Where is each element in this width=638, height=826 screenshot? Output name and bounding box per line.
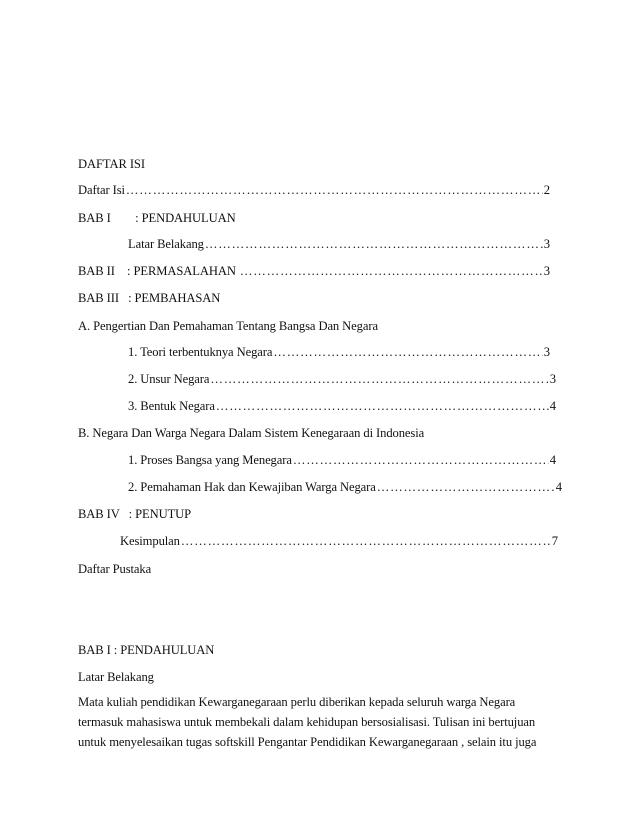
paragraph-line: Mata kuliah pendidikan Kewarganegaraan perlu diberikan kepada seluruh warga Negara	[78, 695, 516, 709]
toc-entry-hak-kewajiban[interactable]	[128, 479, 562, 495]
toc-entry-bab-3[interactable]: BAB III : PEMBAHASAN	[78, 291, 221, 305]
toc-entry-latar-belakang[interactable]	[128, 236, 550, 252]
dot-leader	[210, 371, 548, 387]
paragraph-line: termasuk mahasiswa untuk membekali dalam kehidupan bersosialisasi. Tulisan ini bertujuan	[78, 715, 536, 729]
toc-entry-daftar-pustaka[interactable]: Daftar Pustaka	[78, 562, 152, 576]
toc-entry-text: 3. Bentuk Negara	[128, 399, 215, 413]
dot-leader	[216, 398, 549, 414]
toc-entry-page: 4	[549, 399, 556, 413]
toc-entry-bab-4[interactable]: BAB IV : PENUTUP	[78, 507, 192, 521]
toc-entry-text: Latar Belakang	[128, 237, 204, 251]
toc-entry-page: 3	[543, 264, 550, 278]
toc-entry-page: 3	[543, 345, 550, 359]
toc-entry-unsur[interactable]	[128, 371, 556, 387]
toc-entry-page: 7	[551, 534, 558, 548]
toc-entry-page: 3	[549, 372, 556, 386]
dot-leader	[240, 263, 543, 279]
toc-entry-bab-2[interactable]	[78, 263, 550, 279]
toc-heading: DAFTAR ISI	[78, 157, 145, 171]
toc-entry-page: 4	[549, 453, 556, 467]
toc-entry-section-a[interactable]: A. Pengertian Dan Pemahaman Tentang Bangsa Dan Negara	[78, 319, 378, 333]
dot-leader	[126, 182, 543, 198]
dot-leader	[293, 452, 549, 468]
toc-entry-text: Daftar Isi	[78, 183, 125, 197]
dot-leader	[377, 479, 555, 495]
toc-entry-text: Kesimpulan	[120, 534, 180, 548]
toc-entry-page: 4	[555, 480, 562, 494]
toc-entry-bentuk[interactable]	[128, 398, 556, 414]
toc-entry-text: BAB II : PERMASALAHAN	[78, 264, 239, 278]
dot-leader	[205, 236, 543, 252]
toc-entry-text: 1. Teori terbentuknya Negara	[128, 345, 273, 359]
toc-entry-page: 3	[543, 237, 550, 251]
toc-entry-teori[interactable]	[128, 344, 550, 360]
toc-entry-page: 2	[543, 183, 550, 197]
toc-entry-bab-1[interactable]: BAB I : PENDAHULUAN	[78, 211, 236, 225]
toc-entry-text: 2. Pemahaman Hak dan Kewajiban Warga Negara	[128, 480, 376, 494]
toc-entry-text: 1. Proses Bangsa yang Menegara	[128, 453, 292, 467]
chapter-title: BAB I : PENDAHULUAN	[78, 643, 215, 657]
dot-leader	[181, 533, 551, 549]
section-heading: Latar Belakang	[78, 670, 154, 684]
toc-entry-daftar-isi[interactable]	[78, 182, 550, 198]
body-paragraph	[78, 692, 548, 752]
toc-entry-kesimpulan[interactable]	[120, 533, 558, 549]
paragraph-line: untuk menyelesaikan tugas softskill Pengantar Pendidikan Kewarganegaraan , selain itu juga	[78, 735, 537, 749]
dot-leader	[273, 344, 542, 360]
toc-entry-proses[interactable]	[128, 452, 556, 468]
toc-entry-section-b[interactable]: B. Negara Dan Warga Negara Dalam Sistem Kenegaraan di Indonesia	[78, 426, 425, 440]
toc-entry-text: 2. Unsur Negara	[128, 372, 210, 386]
